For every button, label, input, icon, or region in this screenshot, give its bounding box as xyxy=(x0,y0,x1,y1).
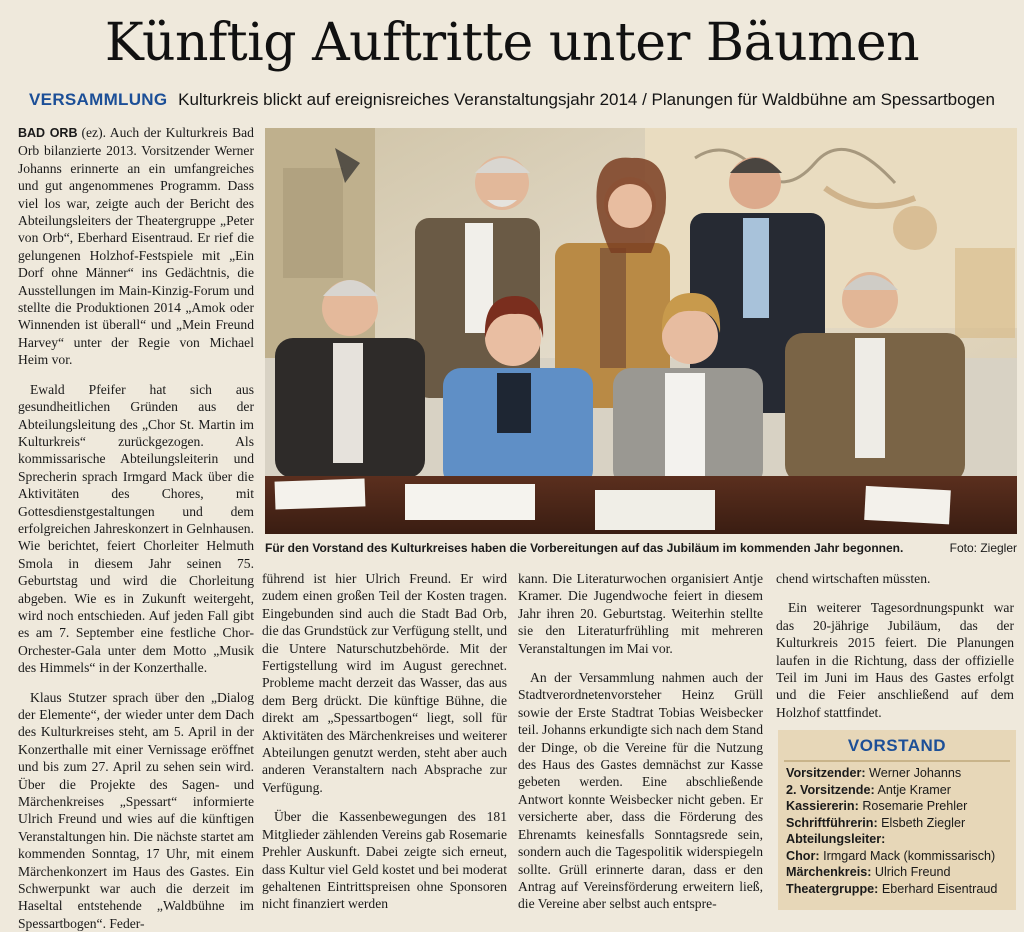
paragraph-text: (ez). Auch der Kulturkreis Bad Orb bilanzierte 2013. Vorsitzender Werner Johanns erinnerte an ein umfangreiches und gut angenommenes Programm. Dass viel los war, zeigte auch der Bericht des Abteilungsleiters der Theatergruppe „Peter von Orb“, Eberhard Eisentraud. Er rief die gelungenen Holzhof-Festspiele mit „Ein Dorf ohne Männer“ ins Gedächtnis, die Ausstellungen im Main-Kinzig-Forum und stellte die Produktionen 2014 „Amok oder Winnenden ist überall“ und „Mein Freund Harvey“ unter der Regie von Michael Heim vor. xyxy=(18,125,254,368)
box-person: Elsbeth Ziegler xyxy=(881,815,966,830)
paragraph: Klaus Stutzer sprach über den „Dialog der Elemente“, der wieder unter dem Dach des Kulturkreises steht, am 5. April in der Konzerthalle mit einer Vernissage eröffnet und bis zum 27. April zu sehen sein wird. Über die Projekte des Sagen- und Märchenkreises „Spessart“ informierte Ulrich Freund und wies auf die künftigen Veranstaltungen hin. Die nächste startet am kommenden Sonntag, 17 Uhr, mit einem Märchenkonzert im Haus des Gastes. Ein Schwerpunkt war auch die derzeit im Haseltal entstehende „Waldbühne im Spessartbogen“. Feder- xyxy=(18,689,254,931)
vorstand-box xyxy=(778,730,1016,910)
box-person: Eberhard Eisentraud xyxy=(881,881,998,896)
subheadline: Kulturkreis blickt auf ereignisreiches Veranstaltungsjahr 2014 / Planungen für Waldbühne am Spessartbogen xyxy=(178,90,995,109)
box-row xyxy=(778,765,1016,782)
box-role: 2. Vorsitzende: xyxy=(786,782,875,797)
paragraph: Über die Kassenbewegungen des 181 Mitglieder zählenden Vereins gab Rosemarie Prehler Auskunft. Dabei zeigte sich erneut, dass Kultur viel Geld kostet und bei moderat gehaltenen Eintrittspreisen ohne Sponsoren nicht finanziert werden xyxy=(262,809,507,912)
paragraph: Ewald Pfeifer hat sich aus gesundheitlichen Gründen aus der Abteilungsleitung des „Chor St. Martin im Kulturkreis“ zurückgezogen. Als kommissarische Abteilungsleiterin und Sprecherin sprach Irmgard Mack über die Aktivitäten des Chores, mit Gottesdienstgestaltungen und dem erfolgreichen Jahreskonzert in Gelnhausen. Wie berichtet, feiert Chorleiter Helmuth Smola in diesem Jahr seinen 75. Geburtstag und wird die Chorleitung abgeben. Wie es in Zukunft weitergeht, wird noch entschieden. Auf jeden Fall gibt es am 7. September eine festliche Chor-Orchester-Gala unter dem Motto „Musik des Himmels“ in der Konzerthalle. xyxy=(18,381,254,676)
subheadline-line xyxy=(0,89,1024,111)
paragraph xyxy=(18,124,254,369)
box-role: Vorsitzender: xyxy=(786,766,866,780)
headline: Künftig Auftritte unter Bäumen xyxy=(104,13,920,73)
dateline: BAD ORB xyxy=(18,126,78,140)
photo-credit: Foto: Ziegler xyxy=(949,541,1017,555)
box-role: Märchenkreis: xyxy=(786,865,872,879)
box-role: Chor: xyxy=(786,848,820,863)
paragraph: führend ist hier Ulrich Freund. Er wird zudem einen großen Teil der Kosten tragen. Eingebunden sind auch die Stadt Bad Orb, die das Grundstück zur Verfügung stellt, und die Untere Naturschutzbehörde. Mit der Fertigstellung wird im August gerechnet. Probleme macht derzeit das Wasser, das aus dem Berg drückt. Die künftige Bühne, die direkt am „Spessartbogen“ liegt, soll für Aktivitäten des Märchenkreises und weiterer Abteilungen genutzt werden, steht aber auch anderen Veranstaltern nach Absprache zur Verfügung. xyxy=(262,571,507,795)
box-person: Werner Johanns xyxy=(869,766,962,780)
caption-text: Für den Vorstand des Kulturkreises haben die Vorbereitungen auf das Jubiläum im kommenden Jahr begonnen. xyxy=(265,541,904,555)
paragraph: Ein weiterer Tagesordnungspunkt war das 20-jährige Jubiläum, das der Kulturkreis 2015 feiert. Die Planungen laufen in die Richtung, dass der offizielle Teil im Juni im Haus des Gastes erfolgt und die Feier anschließend auf dem Holzhof stattfindet. xyxy=(776,600,1014,720)
group-photo xyxy=(265,128,1017,534)
article-column-1 xyxy=(18,124,254,931)
box-role: Abteilungsleiter: xyxy=(786,832,886,846)
box-row xyxy=(778,848,1016,865)
box-role: Kassiererin: xyxy=(786,799,859,813)
photo-caption xyxy=(265,540,1017,556)
box-role: Theatergruppe: xyxy=(786,881,879,896)
article-column-3 xyxy=(518,570,763,913)
box-row xyxy=(778,782,1016,799)
article-column-4 xyxy=(776,570,1014,721)
box-person: Irmgard Mack (kommissarisch) xyxy=(823,848,996,863)
box-row xyxy=(778,831,1016,848)
box-row xyxy=(778,881,1016,898)
box-row xyxy=(778,815,1016,832)
box-title: VORSTAND xyxy=(847,736,947,755)
paragraph: An der Versammlung nahmen auch der Stadtverordnetenvorsteher Heinz Grüll sowie der Erste Stadtrat Tobias Weisbecker teil. Johanns erkundigte sich nach dem Stand der Dinge, ob die Vereine für die Nutzung des Haus des Gastes demnächst zur Kasse gebeten werden. Eine abschließende Antwort konnte Weisbecker nicht geben. Er versicherte aber, dass die Förderung des Ehrenamts keinesfalls Sonntagsrede sein, sondern auch die Tagespolitik widerspiegeln sollte. Grüll erinnerte daran, dass er den Antrag auf Vereinsförderung erweitern ließ, die Vereine aber selbst auch entspre- xyxy=(518,670,764,912)
box-divider xyxy=(784,760,1010,762)
kicker: VERSAMMLUNG xyxy=(29,90,168,109)
box-row xyxy=(778,798,1016,815)
paragraph: kann. Die Literaturwochen organisiert Antje Kramer. Die Jugendwoche feiert in diesem Jahr ihren 20. Geburtstag. Weiterhin stellte sie den Literaturfrühling mit mehreren Veranstaltungen im Mai vor. xyxy=(518,571,763,656)
article-column-2 xyxy=(262,570,507,913)
box-role: Schriftführerin: xyxy=(786,815,878,830)
box-person: Rosemarie Prehler xyxy=(862,799,968,813)
box-person: Antje Kramer xyxy=(877,782,951,797)
box-row xyxy=(778,864,1016,881)
box-person: Ulrich Freund xyxy=(874,865,951,879)
paragraph: chend wirtschaften müssten. xyxy=(776,571,931,586)
